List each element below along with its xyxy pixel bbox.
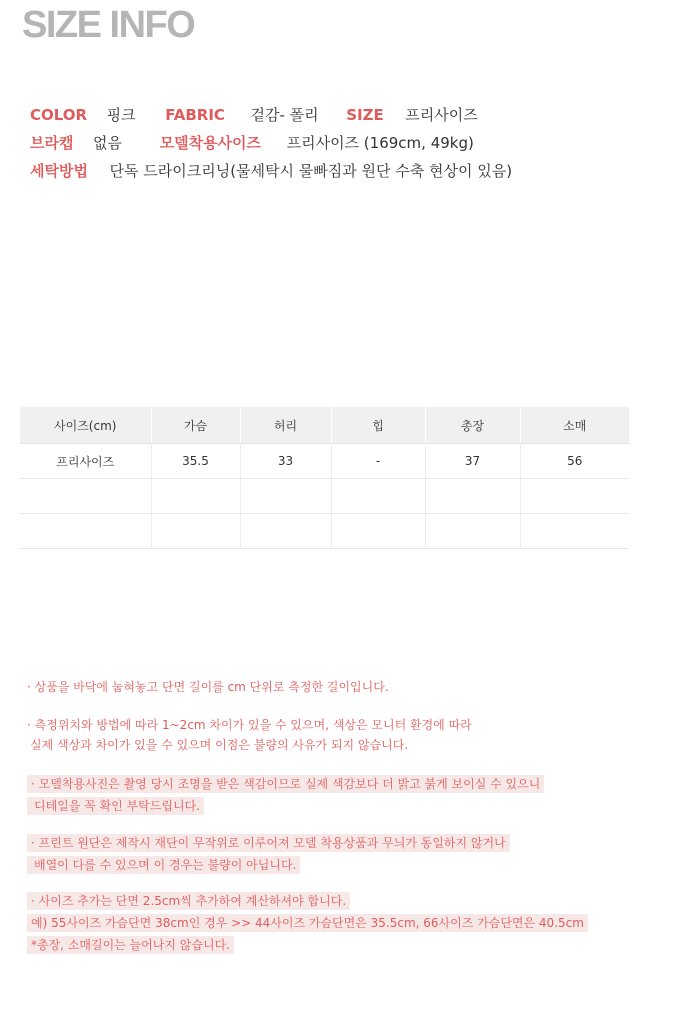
note-highlight: *총장, 소매길이는 늘어나지 않습니다. — [27, 936, 234, 954]
cell-size — [20, 514, 151, 549]
note-highlight: 예) 55사이즈 가슴단면 38cm인 경우 >> 44사이즈 가슴단면은 35.5cm, 66사이즈 가슴단면은 40.5cm — [27, 914, 588, 932]
cell-size — [20, 479, 151, 514]
header-sleeve: 소매 — [520, 407, 629, 444]
model-size-label: 모델착용사이즈 — [159, 134, 262, 152]
note-highlight: · 사이즈 추가는 단면 2.5cm씩 추가하여 계산하셔야 합니다. — [27, 892, 350, 910]
info-row-color-fabric-size — [30, 104, 478, 125]
note-print-fabric — [27, 833, 510, 875]
cell-sleeve: 56 — [520, 444, 629, 479]
page-title: SIZE INFO — [22, 4, 195, 46]
cell-chest: 35.5 — [151, 444, 240, 479]
size-table — [20, 407, 629, 549]
note-highlight: · 프린트 원단은 제작시 재단이 무작위로 이루어져 모델 착용상품과 무늬가 동일하지 않거나 — [27, 834, 510, 852]
note-highlight: 디테일을 꼭 확인 부탁드립니다. — [27, 797, 204, 815]
wash-value: 단독 드라이크리닝(물세탁시 물빠짐과 원단 수축 현상이 있음) — [109, 162, 513, 180]
note-text: 실제 색상과 차이가 있을 수 있으며 이점은 불량의 사유가 되지 않습니다. — [30, 738, 409, 752]
cell-length — [425, 479, 520, 514]
note-measurement — [27, 677, 389, 697]
table-row — [20, 514, 629, 549]
size-table-header-row — [20, 407, 629, 444]
fabric-label: FABRIC — [165, 106, 225, 124]
note-model-photo — [27, 774, 544, 816]
cell-waist — [240, 479, 331, 514]
cell-sleeve — [520, 514, 629, 549]
cell-waist: 33 — [240, 444, 331, 479]
cell-sleeve — [520, 479, 629, 514]
bra-label: 브라캡 — [30, 134, 74, 152]
cell-hip: - — [331, 444, 425, 479]
cell-length — [425, 514, 520, 549]
cell-hip — [331, 514, 425, 549]
wash-label: 세탁방법 — [30, 162, 88, 180]
info-row-bra-model — [30, 132, 474, 153]
note-text: · 측정위치와 방법에 따라 1~2cm 차이가 있을 수 있으며, 색상은 모니터 환경에 따라 — [27, 718, 472, 732]
cell-size: 프리사이즈 — [20, 444, 151, 479]
model-size-value: 프리사이즈 (169cm, 49kg) — [286, 134, 474, 152]
cell-hip — [331, 479, 425, 514]
color-value: 핑크 — [106, 106, 136, 124]
size-label: SIZE — [346, 106, 384, 124]
cell-waist — [240, 514, 331, 549]
header-chest: 가슴 — [151, 407, 240, 444]
note-highlight: 배열이 다를 수 있으며 이 경우는 불량이 아닙니다. — [27, 856, 300, 874]
bra-value: 없음 — [93, 134, 123, 152]
fabric-value: 겉감- 폴리 — [250, 106, 319, 124]
info-row-wash — [30, 160, 512, 181]
table-row — [20, 444, 629, 479]
note-highlight: · 모델착용사진은 촬영 당시 조명을 받은 색감이므로 실제 색감보다 더 밝고 붉게 보이실 수 있으니 — [27, 775, 544, 793]
header-hip: 힙 — [331, 407, 425, 444]
note-difference — [27, 715, 472, 755]
header-length: 총장 — [425, 407, 520, 444]
header-waist: 허리 — [240, 407, 331, 444]
color-label: COLOR — [30, 106, 88, 124]
note-text: · 상품을 바닥에 눕혀놓고 단면 길이를 cm 단위로 측정한 길이입니다. — [27, 680, 389, 694]
note-size-add — [27, 891, 588, 955]
table-row — [20, 479, 629, 514]
cell-chest — [151, 514, 240, 549]
cell-length: 37 — [425, 444, 520, 479]
header-size: 사이즈(cm) — [20, 407, 151, 444]
cell-chest — [151, 479, 240, 514]
size-value: 프리사이즈 — [405, 106, 478, 124]
